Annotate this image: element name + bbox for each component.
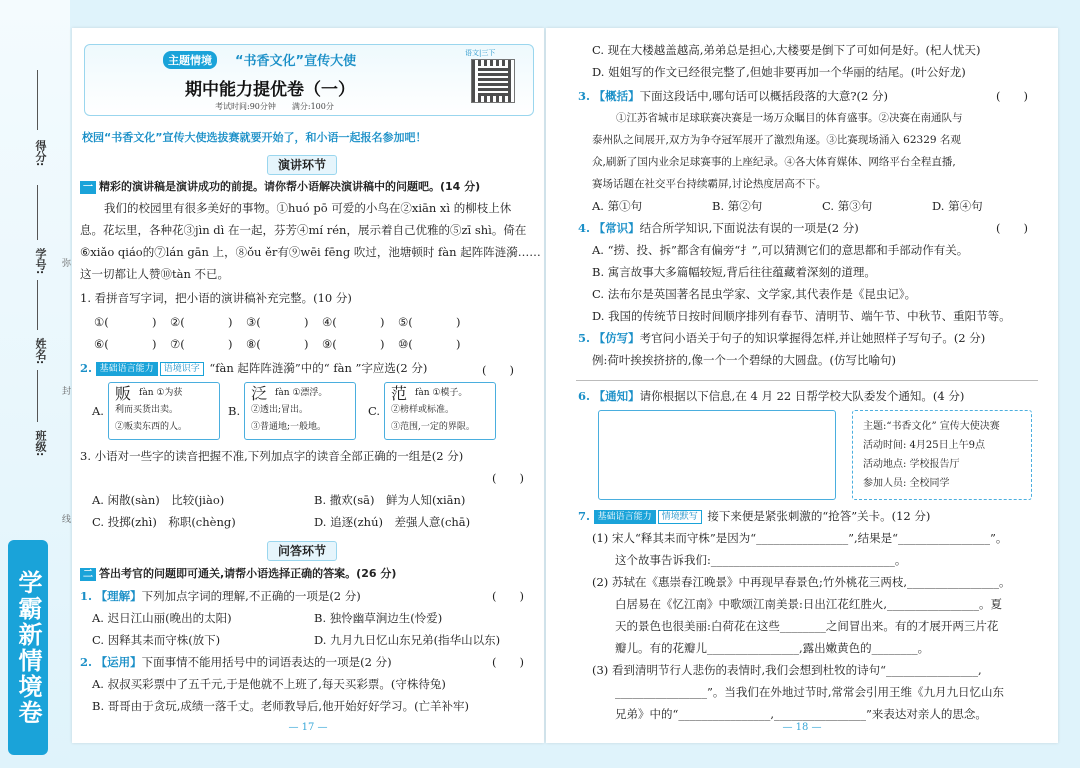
fill-line[interactable]: ________________”。当我们在外地过节时,常常会引用王维《九月九日忆山东 <box>592 685 1005 699</box>
blank-open[interactable]: ②( <box>170 315 185 329</box>
answer-paren[interactable]: ( ) <box>996 221 1028 235</box>
question-6 <box>578 388 964 404</box>
blank-open[interactable]: ⑥( <box>94 337 109 351</box>
question-number: 6. <box>578 389 591 403</box>
option-letter: C. <box>368 404 381 418</box>
answer-paren[interactable]: ( ) <box>482 363 514 377</box>
passage-line: 息。花坛里，各种花③jìn dì 在一起，芬芳④mí rén，展示着自己优雅的⑤zī shì。倚在 <box>80 223 527 237</box>
dict-box <box>384 382 496 440</box>
choice-d[interactable]: D. 九月九日忆山东兄弟(指华山以东) <box>314 633 501 647</box>
dict-char: 贩 <box>115 384 132 403</box>
left-page <box>72 28 544 743</box>
answer-paren[interactable]: ( ) <box>492 589 524 603</box>
blank-open[interactable]: ④( <box>322 315 337 329</box>
dict-char: 范 <box>391 384 408 403</box>
right-page <box>546 28 1058 743</box>
score-label: 得分: <box>34 140 47 167</box>
choice-a[interactable]: A. 第①句 <box>592 199 643 213</box>
skill-tag: 【仿写】 <box>593 331 640 345</box>
question-text: 请你根据以下信息,在 4 月 22 日帮学校大队委发个通知。(4 分) <box>639 389 965 403</box>
blank-close: ) <box>456 337 461 351</box>
part-number: 一 <box>80 181 96 194</box>
dict-pinyin: fàn ①模子。 <box>415 388 468 398</box>
student-id-line <box>37 185 38 240</box>
name-label: 姓名: <box>34 338 47 365</box>
fill-line[interactable]: 白居易在《忆江南》中歌颂江南美景:日出江花红胜火,________________。夏 <box>592 597 1003 611</box>
answer-paren[interactable]: ( ) <box>996 89 1028 103</box>
choice-a[interactable]: A. 叔叔买彩票中了五千元,于是他就不上班了,每天买彩票。(守株待兔) <box>92 677 446 691</box>
choice-a[interactable]: A. “捞、投、拆”都含有偏旁“扌”,可以猜测它们的意思都和手部动作有关。 <box>592 243 969 257</box>
question-number: 2. <box>80 361 93 375</box>
example-sentence: 例:荷叶挨挨挤挤的,像一个一个碧绿的大圆盘。(仿写比喻句) <box>592 353 897 367</box>
cutmark-3: 线 <box>62 515 72 525</box>
question-text: 接下来便是紧张刺激的“抢答”关卡。(12 分) <box>707 509 931 523</box>
fill-line[interactable]: 天的景色也很美丽:白荷花在这些________之间冒出来。有的才展开两三片花 <box>592 619 999 633</box>
dict-pinyin: fàn ①为获 <box>139 388 183 398</box>
question-text: 下列加点字词的理解,不正确的一项是(2 分) <box>141 589 361 603</box>
question-text: “fàn 起阵阵涟漪”中的“ fàn ”字应选(2 分) <box>209 361 428 375</box>
name-line <box>37 280 38 330</box>
notice-info-box <box>852 410 1032 500</box>
binding-sidebar <box>0 0 70 768</box>
score-line <box>37 70 38 130</box>
choice-a[interactable]: A. 闲散(sàn) 比较(jiào) <box>92 493 225 507</box>
exam-title: 期中能力提优卷（一） <box>185 80 355 100</box>
skill-tag: 【概括】 <box>593 89 640 103</box>
choice-b[interactable]: B. 第②句 <box>712 199 763 213</box>
blank-open[interactable]: ①( <box>94 315 109 329</box>
question-1: 1. 看拼音写字词，把小语的演讲稿补充完整。(10 分) <box>80 291 352 305</box>
passage-line: 赛场话题在社交平台持续霸屏,讨论热度居高不下。 <box>592 178 827 190</box>
question-2 <box>80 360 427 376</box>
blank-open[interactable]: ③( <box>246 315 261 329</box>
part1-heading-text: 精彩的演讲稿是演讲成功的前提。请你帮小语解决演讲稿中的问题吧。(14 分) <box>99 180 481 193</box>
skill-tag: 【常识】 <box>593 221 640 235</box>
choice-c[interactable]: C. 现在大楼越盖越高,弟弟总是担心,大楼要是倒下了可如何是好。(杞人忧天) <box>592 43 981 57</box>
choice-d[interactable]: D. 姐姐写的作文已经很完整了,但她非要再加一个华丽的结尾。(叶公好龙) <box>592 65 966 79</box>
choice-d[interactable]: D. 我国的传统节日按时间顺序排列有春节、清明节、端午节、中秋节、重阳节等。 <box>592 309 1011 323</box>
skill-tag: 【运用】 <box>95 655 142 669</box>
qr-code-icon[interactable] <box>471 59 515 103</box>
exam-header <box>84 44 534 116</box>
dict-def: ②透出;冒出。 <box>251 405 309 415</box>
class-label: 班级: <box>34 430 47 457</box>
question-text: 结合所学知识,下面说法有误的一项是(2 分) <box>639 221 859 235</box>
blank-open[interactable]: ⑦( <box>170 337 185 351</box>
dict-box <box>244 382 356 440</box>
blank-open[interactable]: ⑤( <box>398 315 413 329</box>
theme-tag: 主题情境 <box>163 51 217 69</box>
cutmark-2: 封 <box>62 387 72 397</box>
question-3 <box>578 88 888 104</box>
blank-close: ) <box>304 315 309 329</box>
question-7 <box>578 508 930 524</box>
choice-d[interactable]: D. 追逐(zhú) 差强人意(chā) <box>314 515 471 529</box>
p2-question-2 <box>80 654 392 670</box>
question-text: 下面事情不能用括号中的词语表达的一项是(2 分) <box>141 655 392 669</box>
dict-def: ③普通地;一般地。 <box>251 422 327 432</box>
dict-def: ②榜样或标准。 <box>391 405 455 415</box>
grade-label: 语文|三下 <box>465 49 496 57</box>
dict-def: ②贩卖东西的人。 <box>115 422 188 432</box>
fill-line[interactable]: 瓣儿。有的花瓣儿________________,露出嫩黄色的________。 <box>592 641 930 655</box>
theme-title: “书香文化”宣传大使 <box>235 54 357 69</box>
choice-c[interactable]: C. 法布尔是英国著名昆虫学家、文学家,其代表作是《昆虫记》。 <box>592 287 917 301</box>
passage-line: 众,刷新了国内业余足球赛事的上座纪录。④各大体育媒体、网络平台全程直播, <box>592 156 956 168</box>
passage-line: 这一切都让人赞⑩tàn 不已。 <box>80 267 230 281</box>
choice-c[interactable]: C. 第③句 <box>822 199 873 213</box>
blank-close: ) <box>456 315 461 329</box>
blank-close: ) <box>152 315 157 329</box>
intro-text: 校园“书香文化”宣传大使选拔赛就要开始了，和小语一起报名参加吧！ <box>82 131 427 144</box>
dict-def: 利而买货出卖。 <box>115 405 179 415</box>
ability-tag: 基础语言能力 <box>96 362 158 376</box>
page-number: — 17 — <box>288 722 328 733</box>
info-line: 活动地点: 学校报告厅 <box>863 459 960 470</box>
blank-close: ) <box>228 315 233 329</box>
notice-writing-box[interactable] <box>598 410 836 500</box>
passage-line: ①江苏省城市足球联赛决赛是一场万众瞩目的体育盛事。②决赛在南通队与 <box>616 112 963 124</box>
class-line <box>37 370 38 422</box>
passage-line: 我们的校园里有很多美好的事物。①huó pō 可爱的小鸟在②xiān xì 的柳枝上休 <box>104 201 512 215</box>
blank-close: ) <box>152 337 157 351</box>
part2-heading-text: 答出考官的问题即可通关,请帮小语选择正确的答案。(26 分) <box>99 567 397 580</box>
page-number: — 18 — <box>782 722 822 733</box>
skill-tag: 【通知】 <box>593 389 640 403</box>
option-letter: B. <box>228 404 241 418</box>
blank-close: ) <box>380 337 385 351</box>
cutmark-1: 弥 <box>62 259 72 269</box>
blank-open[interactable]: ⑩( <box>398 337 413 351</box>
choice-a[interactable]: A. 迟日江山丽(晚出的太阳) <box>92 611 232 625</box>
answer-line[interactable] <box>576 380 1038 381</box>
passage-line: ⑥xiǎo qiáo的⑦lán gān 上，⑧ǒu ěr有⑨wēi fēng 吹过，池塘顿时 fàn 起阵阵涟漪…… <box>80 245 541 259</box>
question-number: 4. <box>578 221 591 235</box>
p2-question-1 <box>80 588 361 604</box>
choice-d[interactable]: D. 第④句 <box>932 199 983 213</box>
brand-logo: 学霸新情境卷 <box>8 540 48 755</box>
info-line: 主题:“书香文化” 宣传大使决赛 <box>863 421 1000 432</box>
choice-b[interactable]: B. 独怜幽草涧边生(怜爱) <box>314 611 443 625</box>
question-text: 下面这段话中,哪句话可以概括段落的大意?(2 分) <box>639 89 888 103</box>
blank-close: ) <box>380 315 385 329</box>
question-number: 2. <box>80 655 93 669</box>
fill-line[interactable]: 兄弟》中的“________________,________________”来表达对亲人的思念。 <box>592 707 987 721</box>
fill-line[interactable]: 这个故事告诉我们:________________________________。 <box>592 553 907 567</box>
context-tag: 语境识字 <box>160 362 204 376</box>
section-speech: 演讲环节 <box>267 155 337 175</box>
option-letter: A. <box>92 404 104 418</box>
question-number: 5. <box>578 331 591 345</box>
part1-heading <box>80 178 480 195</box>
answer-paren[interactable]: ( ) <box>492 471 524 485</box>
blank-close: ) <box>228 337 233 351</box>
part-number: 二 <box>80 568 96 581</box>
choice-b[interactable]: B. 寓言故事大多篇幅较短,背后往往蕴藏着深刻的道理。 <box>592 265 876 279</box>
passage-line: 泰州队之间展开,双方为争夺冠军展开了激烈角逐。③比赛现场涌入 62329 名观 <box>592 134 961 146</box>
answer-paren[interactable]: ( ) <box>492 655 524 669</box>
exam-meta: 考试时间:90分钟 满分:100分 <box>215 102 334 111</box>
dict-def: ③范围,一定的界限。 <box>391 422 475 432</box>
dict-box <box>108 382 220 440</box>
ability-tag: 基础语言能力 <box>594 510 656 524</box>
question-5 <box>578 330 985 346</box>
blank-open[interactable]: ⑨( <box>322 337 337 351</box>
fill-line[interactable]: (3) 看到清明节行人悲伤的表情时,我们会想到杜牧的诗句“________________, <box>592 663 982 677</box>
choice-c[interactable]: C. 因释其耒而守株(放下) <box>92 633 221 647</box>
choice-c[interactable]: C. 投掷(zhì) 称职(chèng) <box>92 515 236 529</box>
context-tag: 情境默写 <box>658 510 702 524</box>
fill-line[interactable]: (1) 宋人“释其耒而守株”是因为“________________”,结果是“________________”。 <box>592 531 1008 545</box>
choice-b[interactable]: B. 哥哥由于贪玩,成绩一落千丈。老师教导后,他开始好好学习。(亡羊补牢) <box>92 699 470 713</box>
fill-line[interactable]: (2) 苏轼在《惠崇春江晚景》中再现早春景色;竹外桃花三两枝,________________。 <box>592 575 1011 589</box>
question-number: 3. <box>578 89 591 103</box>
question-number: 1. <box>80 589 93 603</box>
question-number: 7. <box>578 509 591 523</box>
dict-pinyin: fàn ①漂浮。 <box>275 388 328 398</box>
question-4 <box>578 220 859 236</box>
student-id-label: 学号: <box>34 248 47 275</box>
question-3: 3. 小语对一些字的读音把握不准,下列加点字的读音全部正确的一组是(2 分) <box>80 449 464 463</box>
part2-heading <box>80 565 396 582</box>
section-qa: 问答环节 <box>267 541 337 561</box>
info-line: 参加人员: 全校同学 <box>863 478 950 489</box>
info-line: 活动时间: 4月25日上午9点 <box>863 440 985 451</box>
dict-char: 泛 <box>251 384 268 403</box>
choice-b[interactable]: B. 撒欢(sā) 鲜为人知(xiān) <box>314 493 466 507</box>
blank-close: ) <box>304 337 309 351</box>
blank-open[interactable]: ⑧( <box>246 337 261 351</box>
question-text: 考官问小语关于句子的知识掌握得怎样,并让她照样子写句子。(2 分) <box>639 331 986 345</box>
skill-tag: 【理解】 <box>95 589 142 603</box>
